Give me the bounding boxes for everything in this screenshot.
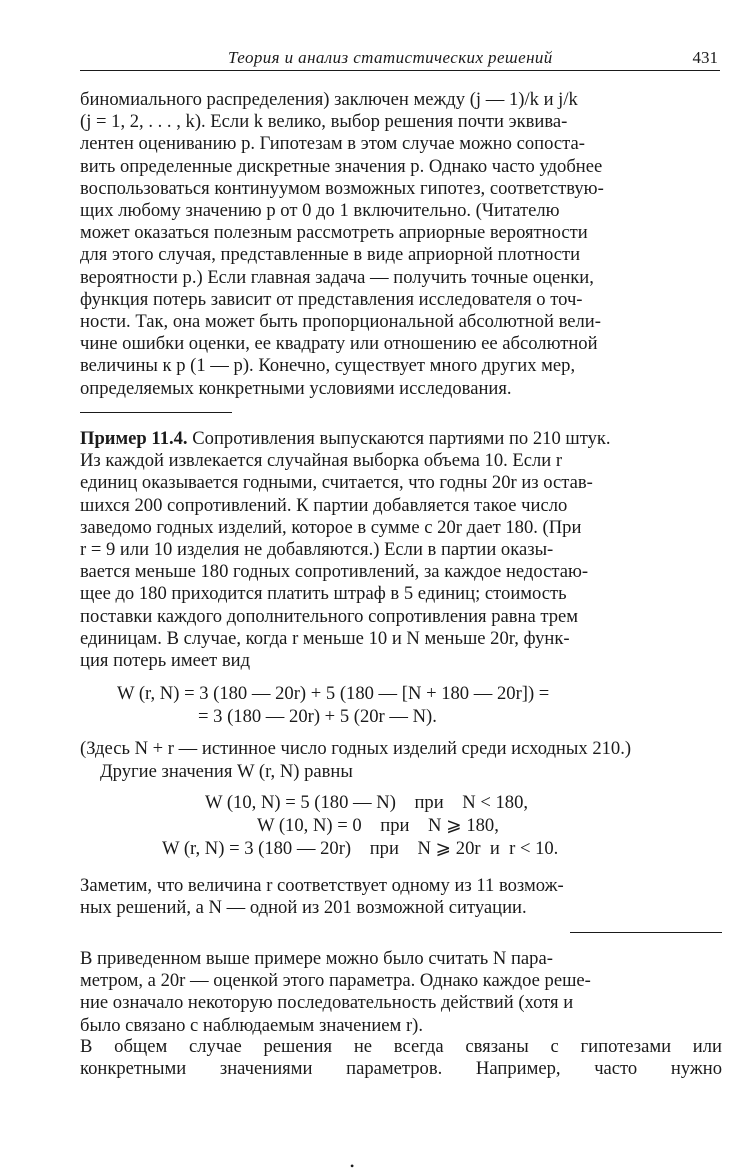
case-formula-1: W (10, N) = 5 (180 — N) при N < 180, xyxy=(205,792,529,813)
paragraph-binomial: биномиального распределения) заключен между (j — 1)/k и j/k (j = 1, 2, . . . , k). Если k велико, выбор решения почти эквива- лентен оцениванию p. Гипотезам в этом случае можно сопоста- вить определенные дискретные значения p. Однако часто удобнее воспользоваться континуумом возможных гипотез, соответствую- щих любому значению p от 0 до 1 включительно. (Читателю может оказаться полезным рассмотреть априорные вероятности для этого случая, представленные в виде априорной плотности вероятности p.) Если главная задача — получить точные оценки, функция потерь зависит от представления исследователя о точ- ности. Так, она может быть пропорциональной абсолютной вели- чине ошибки оценки, ее квадрату или отношению ее абсолютной величины к p (1 — p). Конечно, существует много других мер, определяемых конкретными условиями исследования. xyxy=(80,89,604,399)
case-formula-3: W (r, N) = 3 (180 — 20r) при N ⩾ 20r и r < 10. xyxy=(162,838,559,859)
example-end-rule xyxy=(570,932,722,933)
loss-formula-line-1: W (r, N) = 3 (180 — 20r) + 5 (180 — [N + 180 — 20r]) = xyxy=(117,683,550,704)
example-start-rule xyxy=(80,412,232,413)
page-header xyxy=(80,44,720,71)
paragraph-note: Заметим, что величина r соответствует одному из 11 возмож- ных решений, а N — одной из 201 возможной ситуации. xyxy=(80,875,564,919)
running-title: Теория и анализ статистических решений xyxy=(228,48,553,67)
footer-mark: • xyxy=(350,1159,355,1173)
paragraph-other-values: Другие значения W (r, N) равны xyxy=(100,761,353,782)
paragraph-here: (Здесь N + r — истинное число годных изделий среди исходных 210.) xyxy=(80,738,632,759)
page-number: 431 xyxy=(692,48,718,67)
example-label: Пример 11.4. xyxy=(80,428,188,449)
paragraph-general-case: В общем случае решения не всегда связаны с гипотезами или конкретными значениями параметров. Например, часто нужно xyxy=(80,1036,722,1080)
loss-formula-line-2: = 3 (180 — 20r) + 5 (20r — N). xyxy=(198,706,437,727)
example-text: Сопротивления выпускаются партиями по 210 штук. Из каждой извлекается случайная выборка объема 10. Если r единиц оказывается годными, считается, что годны 20r из остав- шихся 200 сопротивлений. К партии добавляется такое число заведомо годных изделий, которое в сумме с 20r дает 180. (При r = 9 или 10 изделия не добавляются.) Если в партии оказы- вается меньше 180 годных сопротивлений, за каждое недостаю- щее до 180 приходится платить штраф в 5 единиц; стоимость поставки каждого дополнительного сопротивления равна трем единицам. В случае, когда r меньше 10 и N меньше 20r, функ- ция потерь имеет вид xyxy=(80,428,611,672)
paragraph-above-example: В приведенном выше примере можно было считать N пара- метром, а 20r — оценкой этого параметра. Однако каждое реше- ние означало некоторую последовательность действий (хотя и было связано с наблюдаемым значением r). xyxy=(80,948,591,1036)
example-11-4 xyxy=(80,428,722,672)
case-formula-2: W (10, N) = 0 при N ⩾ 180, xyxy=(257,815,499,836)
